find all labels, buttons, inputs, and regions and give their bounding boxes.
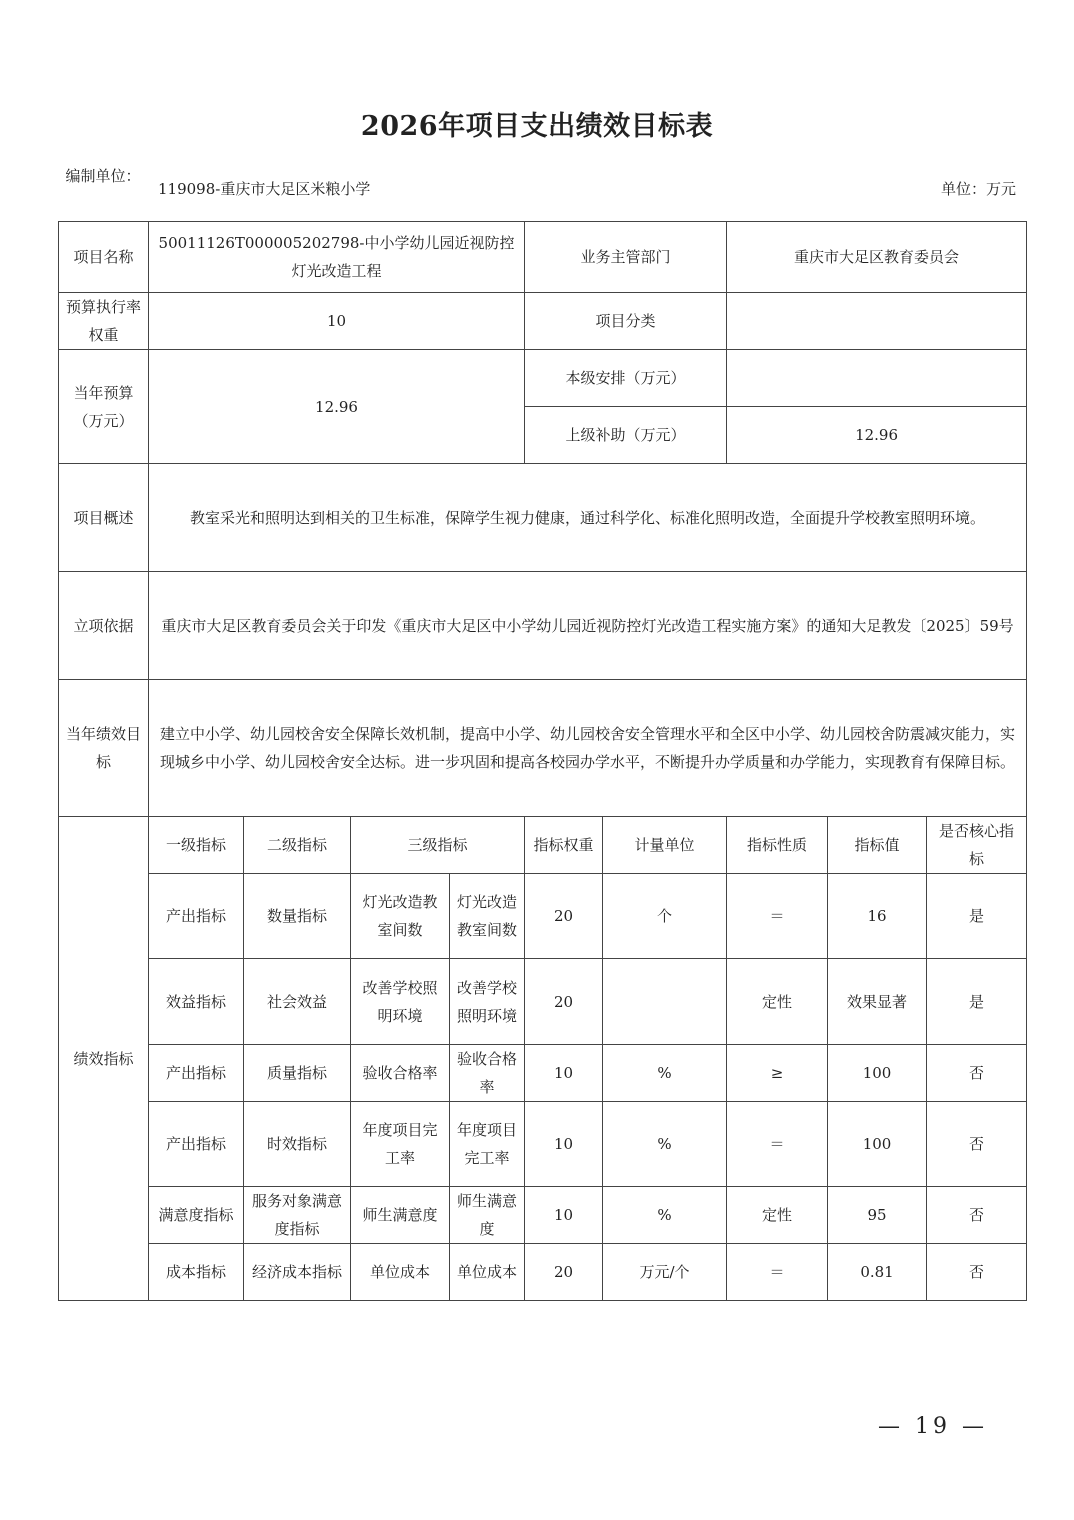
overview-value: 教室采光和照明达到相关的卫生标准，保障学生视力健康，通过科学化、标准化照明改造，全面提升学校教室照明环境。 [149, 464, 1027, 572]
row-unit: 万元/个 [603, 1244, 727, 1301]
row-l1: 产出指标 [149, 1045, 244, 1102]
row-core: 否 [927, 1187, 1027, 1244]
row-unit: % [603, 1102, 727, 1187]
header-unit: 计量单位 [603, 817, 727, 874]
row-l3a: 改善学校照明环境 [351, 959, 450, 1045]
indicators-section-label: 绩效指标 [59, 817, 149, 1301]
row-l2: 数量指标 [244, 874, 351, 959]
row-l3a: 灯光改造教室间数 [351, 874, 450, 959]
overview-label: 项目概述 [59, 464, 149, 572]
row-nature: ＝ [727, 874, 828, 959]
header-value: 指标值 [828, 817, 927, 874]
table-row [59, 1187, 1027, 1244]
table-row [59, 1102, 1027, 1187]
project-name-label: 项目名称 [59, 222, 149, 293]
row-nature: 定性 [727, 1187, 828, 1244]
row-weight: 10 [525, 1102, 603, 1187]
row-value: 效果显著 [828, 959, 927, 1045]
row-nature: ≥ [727, 1045, 828, 1102]
table-row [59, 1045, 1027, 1102]
row-nature: ＝ [727, 1102, 828, 1187]
row-l1: 满意度指标 [149, 1187, 244, 1244]
row-l3a: 年度项目完工率 [351, 1102, 450, 1187]
row-l3b: 改善学校照明环境 [450, 959, 525, 1045]
header-l3: 三级指标 [351, 817, 525, 874]
row-nature: 定性 [727, 959, 828, 1045]
row-l3b: 验收合格率 [450, 1045, 525, 1102]
row-value: 95 [828, 1187, 927, 1244]
header-core: 是否核心指标 [927, 817, 1027, 874]
header-l1: 一级指标 [149, 817, 244, 874]
row-value: 100 [828, 1102, 927, 1187]
row-value: 16 [828, 874, 927, 959]
weight-label: 预算执行率权重 [59, 293, 149, 350]
row-weight: 20 [525, 1244, 603, 1301]
row-value: 100 [828, 1045, 927, 1102]
unit-value: 119098-重庆市大足区米粮小学 [158, 180, 371, 198]
row-unit: % [603, 1187, 727, 1244]
budget-value: 12.96 [149, 350, 525, 464]
local-value [727, 350, 1027, 407]
measure-unit: 单位：万元 [940, 180, 1016, 198]
header-weight: 指标权重 [525, 817, 603, 874]
table-row [59, 959, 1027, 1045]
row-weight: 20 [525, 959, 603, 1045]
table-row [59, 874, 1027, 959]
row-unit [603, 959, 727, 1045]
header-l2: 二级指标 [244, 817, 351, 874]
row-l3b: 年度项目完工率 [450, 1102, 525, 1187]
row-core: 否 [927, 1102, 1027, 1187]
row-nature: ＝ [727, 1244, 828, 1301]
page-title: 2026年项目支出绩效目标表 [360, 111, 714, 142]
budget-label: 当年预算（万元） [59, 350, 149, 464]
upper-label: 上级补助（万元） [525, 407, 727, 464]
row-l3b: 灯光改造教室间数 [450, 874, 525, 959]
unit-label: 编制单位： [65, 167, 141, 185]
upper-value: 12.96 [727, 407, 1027, 464]
row-l2: 质量指标 [244, 1045, 351, 1102]
row-l1: 产出指标 [149, 1102, 244, 1187]
dept-label: 业务主管部门 [525, 222, 727, 293]
table-row [59, 1244, 1027, 1301]
weight-value: 10 [149, 293, 525, 350]
indicator-header-row [59, 817, 1027, 874]
page-number: — 19 — [878, 1414, 988, 1439]
project-name-value: 50011126T000005202798-中小学幼儿园近视防控灯光改造工程 [149, 222, 525, 293]
row-weight: 10 [525, 1045, 603, 1102]
basis-value: 重庆市大足区教育委员会关于印发《重庆市大足区中小学幼儿园近视防控灯光改造工程实施方案》的通知大足教发〔2025〕59号 [149, 572, 1027, 680]
row-weight: 20 [525, 874, 603, 959]
row-l2: 时效指标 [244, 1102, 351, 1187]
row-l3a: 验收合格率 [351, 1045, 450, 1102]
row-l3b: 单位成本 [450, 1244, 525, 1301]
goal-label: 当年绩效目标 [59, 680, 149, 817]
row-l2: 社会效益 [244, 959, 351, 1045]
basis-label: 立项依据 [59, 572, 149, 680]
row-weight: 10 [525, 1187, 603, 1244]
row-unit: 个 [603, 874, 727, 959]
row-l1: 产出指标 [149, 874, 244, 959]
row-value: 0.81 [828, 1244, 927, 1301]
local-label: 本级安排（万元） [525, 350, 727, 407]
row-l2: 服务对象满意度指标 [244, 1187, 351, 1244]
row-l2: 经济成本指标 [244, 1244, 351, 1301]
row-l3b: 师生满意度 [450, 1187, 525, 1244]
row-core: 否 [927, 1045, 1027, 1102]
row-core: 否 [927, 1244, 1027, 1301]
row-core: 是 [927, 874, 1027, 959]
header-nature: 指标性质 [727, 817, 828, 874]
row-l3a: 单位成本 [351, 1244, 450, 1301]
row-l3a: 师生满意度 [351, 1187, 450, 1244]
goal-value: 建立中小学、幼儿园校舍安全保障长效机制，提高中小学、幼儿园校舍安全管理水平和全区中小学、幼儿园校舍防震减灾能力，实现城乡中小学、幼儿园校舍安全达标。进一步巩固和提高各校园办学水平，不断提升办学质量和办学能力，实现教育有保障目标。 [149, 680, 1027, 817]
row-unit: % [603, 1045, 727, 1102]
row-l1: 成本指标 [149, 1244, 244, 1301]
dept-value: 重庆市大足区教育委员会 [727, 222, 1027, 293]
row-l1: 效益指标 [149, 959, 244, 1045]
performance-table [58, 221, 1027, 1301]
category-value [727, 293, 1027, 350]
row-core: 是 [927, 959, 1027, 1045]
category-label: 项目分类 [525, 293, 727, 350]
